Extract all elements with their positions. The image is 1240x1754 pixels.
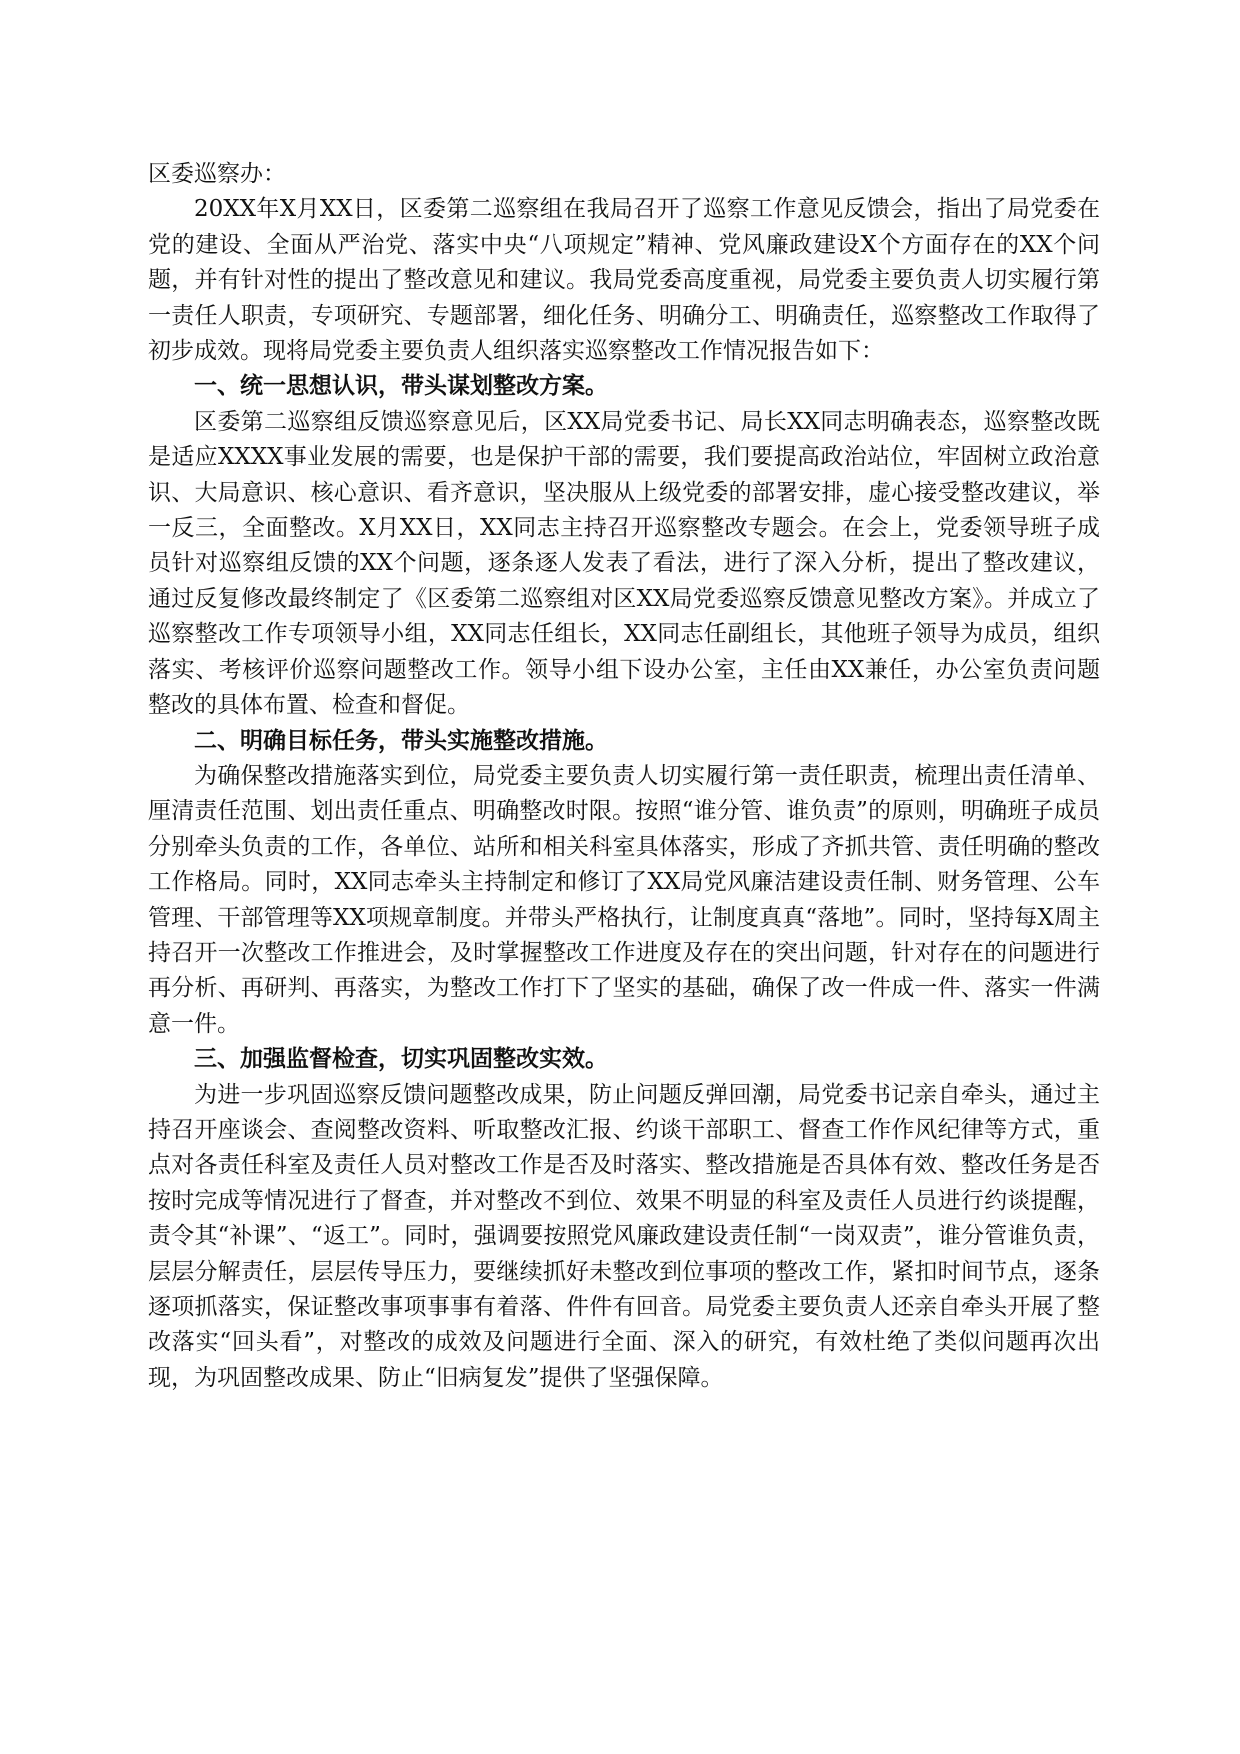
document-page xyxy=(148,157,1100,1396)
section-1-body: 区委第二巡察组反馈巡察意见后，区XX局党委书记、局长XX同志明确表态，巡察整改既是适应XXXX事业发展的需要，也是保护干部的需要，我们要提高政治站位，牢固树立政治意识、大局意识、核心意识、看齐意识，坚决服从上级党委的部署安排，虚心接受整改建议，举一反三，全面整改。X月XX日，XX同志主持召开巡察整改专题会。在会上，党委领导班子成员针对巡察组反馈的XX个问题，逐条逐人发表了看法，进行了深入分析，提出了整改建议，通过反复修改最终制定了《区委第二巡察组对区XX局党委巡察反馈意见整改方案》。并成立了巡察整改工作专项领导小组，XX同志任组长，XX同志任副组长，其他班子领导为成员，组织落实、考核评价巡察问题整改工作。领导小组下设办公室，主任由XX兼任，办公室负责问题整改的具体布置、检查和督促。 xyxy=(148,408,1100,719)
section-2-body: 为确保整改措施落实到位，局党委主要负责人切实履行第一责任职责，梳理出责任清单、厘清责任范围、划出责任重点、明确整改时限。按照“谁分管、谁负责”的原则，明确班子成员分别牵头负责的工作，各单位、站所和相关科室具体落实，形成了齐抓共管、责任明确的整改工作格局。同时，XX同志牵头主持制定和修订了XX局党风廉洁建设责任制、财务管理、公车管理、干部管理等XX项规章制度。并带头严格执行，让制度真真“落地”。同时，坚持每X周主持召开一次整改工作推进会，及时掌握整改工作进度及存在的突出问题，针对存在的问题进行再分析、再研判、再落实，为整改工作打下了坚实的基础，确保了改一件成一件、落实一件满意一件。 xyxy=(148,762,1100,1037)
section-2-heading: 二、明确目标任务，带头实施整改措施。 xyxy=(194,727,608,754)
intro-paragraph: 20XX年X月XX日，区委第二巡察组在我局召开了巡察工作意见反馈会，指出了局党委在党的建设、全面从严治党、落实中央“八项规定”精神、党风廉政建设X个方面存在的XX个问题，并有针对性的提出了整改意见和建议。我局党委高度重视，局党委主要负责人切实履行第一责任人职责，专项研究、专题部署，细化任务、明确分工、明确责任，巡察整改工作取得了初步成效。现将局党委主要负责人组织落实巡察整改工作情况报告如下： xyxy=(148,196,1100,365)
section-3-heading: 三、加强监督检查，切实巩固整改实效。 xyxy=(194,1046,608,1073)
section-1-heading: 一、统一思想认识，带头谋划整改方案。 xyxy=(194,373,608,400)
section-3-body: 为进一步巩固巡察反馈问题整改成果，防止问题反弹回潮，局党委书记亲自牵头，通过主持召开座谈会、查阅整改资料、听取整改汇报、约谈干部职工、督查工作作风纪律等方式，重点对各责任科室及责任人员对整改工作是否及时落实、整改措施是否具体有效、整改任务是否按时完成等情况进行了督查，并对整改不到位、效果不明显的科室及责任人员进行约谈提醒，责令其“补课”、“返工”。同时，强调要按照党风廉政建设责任制“一岗双责”，谁分管谁负责，层层分解责任，层层传导压力，要继续抓好未整改到位事项的整改工作，紧扣时间节点，逐条逐项抓落实，保证整改事项事事有着落、件件有回音。局党委主要负责人还亲自牵头开展了整改落实“回头看”，对整改的成效及问题进行全面、深入的研究，有效杜绝了类似问题再次出现，为巩固整改成果、防止“旧病复发”提供了坚强保障。 xyxy=(148,1081,1100,1391)
salutation: 区委巡察办： xyxy=(148,161,286,187)
